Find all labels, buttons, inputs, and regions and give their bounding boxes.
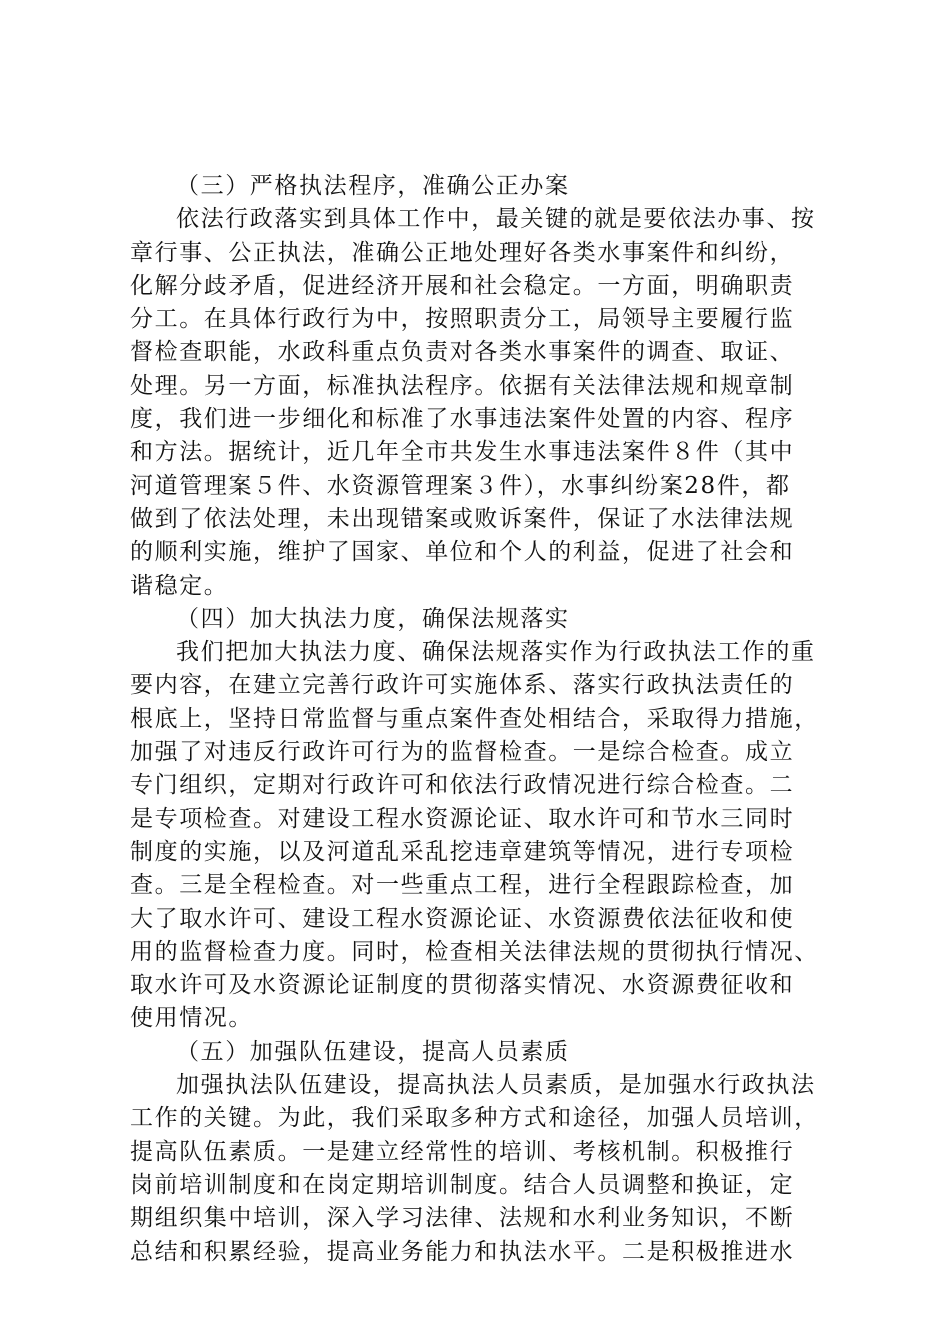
paragraph-line: 取水许可及水资源论证制度的贯彻落实情况、水资源费征收和 (130, 972, 795, 999)
paragraph-line: 做到了依法处理，未出现错案或败诉案件，保证了水法律法规 (130, 505, 795, 532)
paragraph-line: 是专项检查。对建设工程水资源论证、取水许可和节水三同时 (130, 805, 795, 832)
paragraph-line: 查。三是全程检查。对一些重点工程，进行全程跟踪检查，加 (130, 872, 795, 899)
section-heading-4: （四）加大执法力度，确保法规落实 (176, 605, 570, 632)
paragraph-line: 章行事、公正执法，准确公正地处理好各类水事案件和纠纷， (130, 239, 795, 266)
paragraph-line: 制度的实施，以及河道乱采乱挖违章建筑等情况，进行专项检 (130, 838, 795, 865)
section-heading-3: （三）严格执法程序，准确公正办案 (176, 173, 570, 199)
paragraph-line: 处理。另一方面，标准执法程序。依据有关法律法规和规章制 (130, 372, 795, 399)
document-body (130, 170, 835, 1269)
paragraph-line: 和方法。据统计，近几年全市共发生水事违法案件８件（其中 (130, 439, 795, 466)
paragraph-line: 大了取水许可、建设工程水资源论证、水资源费依法征收和使 (130, 905, 795, 932)
paragraph-line: 提高队伍素质。一是建立经常性的培训、考核机制。积极推行 (130, 1138, 795, 1165)
paragraph-line: 岗前培训制度和在岗定期培训制度。结合人员调整和换证，定 (130, 1171, 795, 1198)
paragraph-line: 要内容，在建立完善行政许可实施体系、落实行政执法责任的 (130, 672, 795, 699)
paragraph-line: 工作的关键。为此，我们采取多种方式和途径，加强人员培训， (130, 1105, 819, 1132)
paragraph-line: 的顺利实施，维护了国家、单位和个人的利益，促进了社会和 (130, 539, 795, 566)
paragraph-line: 化解分歧矛盾，促进经济开展和社会稳定。一方面，明确职责 (130, 272, 795, 299)
section-heading-5: （五）加强队伍建设，提高人员素质 (176, 1038, 570, 1065)
paragraph-line: 谐稳定。 (130, 572, 229, 599)
paragraph-line: 加强执法队伍建设，提高执法人员素质，是加强水行政执法 (176, 1072, 816, 1099)
paragraph-line: 期组织集中培训，深入学习法律、法规和水利业务知识，不断 (130, 1205, 795, 1232)
paragraph-line: 督检查职能，水政科重点负责对各类水事案件的调查、取证、 (130, 339, 795, 366)
paragraph-line: 河道管理案５件、水资源管理案３件），水事纠纷案28件，都 (130, 472, 791, 499)
paragraph-line: 使用情况。 (130, 1005, 253, 1032)
paragraph-line: 总结和积累经验，提高业务能力和执法水平。二是积极推进水 (130, 1238, 795, 1265)
paragraph-line: 依法行政落实到具体工作中，最关键的就是要依法办事、按 (176, 206, 816, 233)
paragraph-line: 根底上，坚持日常监督与重点案件查处相结合，采取得力措施， (130, 705, 819, 732)
paragraph-line: 加强了对违反行政许可行为的监督检查。一是综合检查。成立 (130, 739, 795, 766)
paragraph-line: 分工。在具体行政行为中，按照职责分工，局领导主要履行监 (130, 306, 795, 333)
paragraph-line: 用的监督检查力度。同时，检查相关法律法规的贯彻执行情况、 (130, 938, 819, 965)
paragraph-line: 度，我们进一步细化和标准了水事违法案件处置的内容、程序 (130, 406, 795, 433)
paragraph-line: 专门组织，定期对行政许可和依法行政情况进行综合检查。二 (130, 772, 795, 799)
paragraph-line: 我们把加大执法力度、确保法规落实作为行政执法工作的重 (176, 639, 816, 666)
